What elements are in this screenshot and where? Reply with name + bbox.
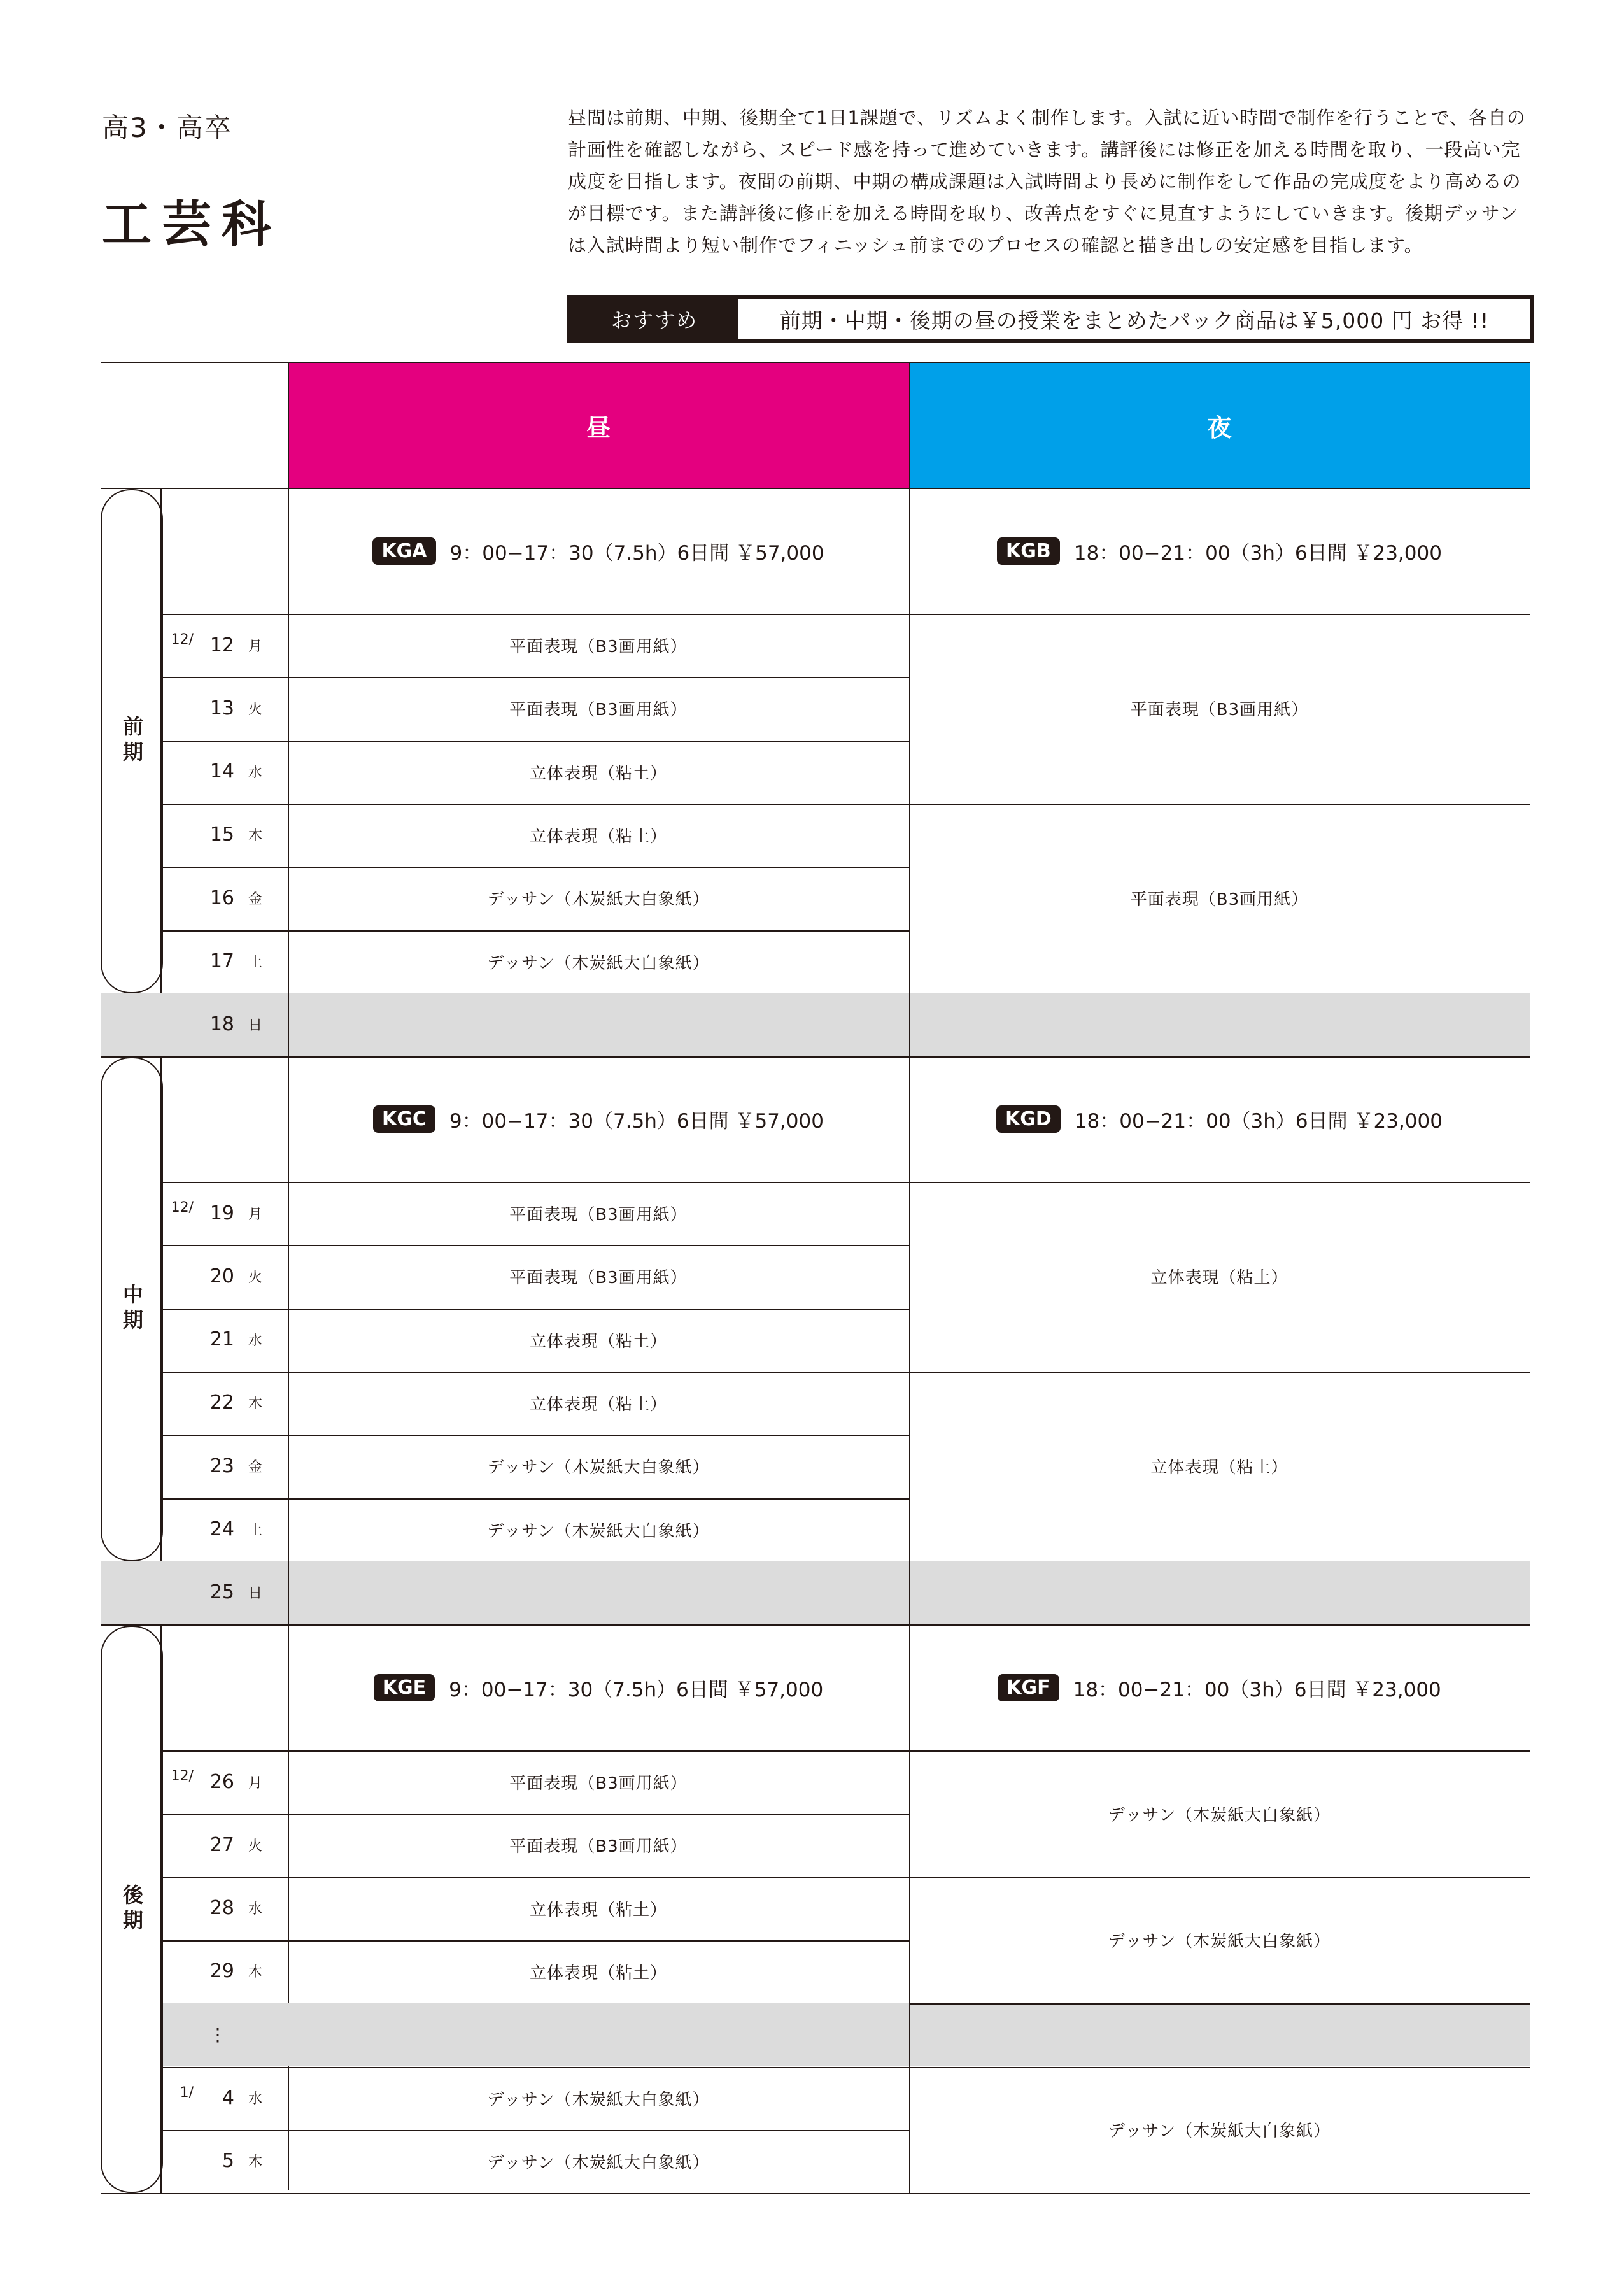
course-time-price: 9：00−17：30（7.5h）6日間 ￥57,000 — [449, 541, 824, 565]
date-weekday: 木 — [248, 1964, 262, 1981]
night-subject-cell: デッサン（木炭紙大白象紙） — [1108, 2122, 1331, 2141]
subject-cell: 立体表現（粘土） — [529, 1331, 667, 1351]
date-weekday: 木 — [248, 828, 262, 844]
date-cell — [160, 741, 288, 803]
date-weekday: 月 — [248, 1775, 262, 1791]
date-month: 12/ — [171, 632, 194, 648]
intro-text: 昼間は前期、中期、後期全て1日1課題で、リズムよく制作します。入試に近い時間で制作を行うことで、各自の計画性を確認しながら、スピード感を持って進めていきます。講評後には修正を加える時間を取り、一段高い完成度を目指します。夜間の前期、中期の構成課題は入試時間より長めに制作をして作品の完成度をより高めるのが目標です。また講評後に修正を加える時間を取り、改善点をすぐに見直すようにしていきます。後期デッサンは入試時間より短い制作でフィニッシュ前までのプロセスの確認と描き出しの安定感を目指します。 — [568, 107, 1526, 256]
subject-cell: 平面表現（B3画用紙） — [509, 700, 688, 720]
course-code-badge: KGB — [997, 537, 1060, 565]
date-cell — [160, 2067, 288, 2129]
night-subject-cell: 立体表現（粘土） — [1150, 1268, 1289, 1288]
date-cell — [160, 2130, 288, 2192]
date-day: 28 — [209, 1897, 234, 1920]
date-weekday: 水 — [248, 1333, 262, 1349]
date-cell — [160, 614, 288, 676]
course-info — [288, 488, 909, 614]
night-subject-cell: デッサン（木炭紙大白象紙） — [1108, 1805, 1331, 1825]
row-divider — [101, 362, 1530, 363]
grade-label: 高3・高卒 — [102, 112, 232, 143]
date-weekday: 水 — [248, 765, 262, 781]
period-label-pill — [101, 1057, 163, 1561]
column-divider — [909, 1624, 910, 2193]
recommend-tag: おすすめ — [570, 299, 738, 339]
course-code-badge: KGC — [373, 1105, 435, 1133]
subject-cell: デッサン（木炭紙大白象紙） — [487, 890, 710, 910]
subject-cell: 平面表現（B3画用紙） — [509, 1837, 688, 1857]
date-weekday: 木 — [248, 1396, 262, 1412]
course-code-badge: KGE — [374, 1674, 435, 1701]
date-weekday: 火 — [248, 1269, 262, 1286]
night-subject-cell: 立体表現（粘土） — [1150, 1458, 1289, 1478]
subject-cell: デッサン（木炭紙大白象紙） — [487, 2090, 710, 2110]
column-divider — [288, 993, 289, 1056]
column-divider — [160, 1624, 162, 2193]
gap-row — [160, 2003, 1530, 2066]
date-day: 25 — [209, 1581, 234, 1604]
date-day: 5 — [222, 2150, 234, 2173]
subject-cell: 平面表現（B3画用紙） — [509, 1205, 688, 1225]
date-weekday: 月 — [248, 638, 262, 655]
course-info — [909, 1056, 1530, 1182]
date-weekday: 日 — [248, 1018, 262, 1034]
date-cell — [160, 1940, 288, 2003]
date-weekday: 水 — [248, 2091, 262, 2107]
period-label-pill — [101, 1626, 163, 2193]
date-day: 14 — [209, 760, 234, 783]
subject-cell: 平面表現（B3画用紙） — [509, 1268, 688, 1288]
date-cell — [160, 1182, 288, 1244]
subject-cell: デッサン（木炭紙大白象紙） — [487, 1458, 710, 1478]
course-info — [288, 1624, 909, 1750]
subject-cell: 立体表現（粘土） — [529, 1900, 667, 1920]
course-code-badge: KGA — [372, 537, 435, 565]
holiday-row — [101, 993, 1530, 1056]
course-info — [909, 488, 1530, 614]
course-time-price: 18：00−21：00（3h）6日間 ￥23,000 — [1073, 541, 1442, 565]
date-cell — [160, 804, 288, 866]
date-day: 20 — [209, 1265, 234, 1288]
period-label: 前期 — [120, 715, 144, 767]
column-divider — [160, 488, 162, 993]
date-cell — [160, 1309, 288, 1371]
date-weekday: 水 — [248, 1901, 262, 1918]
course-code-badge: KGF — [998, 1674, 1059, 1701]
date-cell — [160, 1435, 288, 1497]
date-weekday: 金 — [248, 891, 262, 907]
column-divider — [909, 362, 910, 488]
date-day: 18 — [209, 1013, 234, 1036]
date-day: 23 — [209, 1454, 234, 1477]
column-divider — [160, 1056, 162, 1561]
column-divider — [909, 1056, 910, 1561]
date-weekday: 火 — [248, 1838, 262, 1854]
period-label-pill — [101, 489, 163, 993]
course-time-price: 18：00−21：00（3h）6日間 ￥23,000 — [1073, 1678, 1441, 1701]
course-info — [288, 1056, 909, 1182]
column-divider — [909, 488, 910, 993]
date-cell — [160, 1372, 288, 1434]
date-cell — [160, 677, 288, 739]
page-title: 工芸科 — [102, 196, 282, 253]
date-weekday: 日 — [248, 1586, 262, 1602]
date-day: 13 — [209, 697, 234, 720]
column-divider — [909, 1561, 910, 1624]
subject-cell: 立体表現（粘土） — [529, 1964, 667, 1984]
date-cell — [160, 2003, 288, 2066]
night-subject-cell: 平面表現（B3画用紙） — [1130, 890, 1309, 910]
date-weekday: 土 — [248, 955, 262, 970]
date-day: 4 — [222, 2087, 234, 2109]
recommend-text: 前期・中期・後期の昼の授業をまとめたパック商品は￥5,000 円 お得 !! — [779, 308, 1490, 333]
column-divider — [288, 1561, 289, 1624]
date-weekday: 土 — [248, 1523, 262, 1538]
subject-cell: デッサン（木炭紙大白象紙） — [487, 1521, 710, 1541]
date-cell — [160, 930, 288, 993]
date-cell — [160, 1561, 288, 1624]
date-day: 12 — [209, 634, 234, 657]
date-month: 12/ — [171, 1768, 194, 1784]
subject-cell: デッサン（木炭紙大白象紙） — [487, 2153, 710, 2173]
date-weekday: 木 — [248, 2154, 262, 2171]
course-time-price: 9：00−17：30（7.5h）6日間 ￥57,000 — [449, 1109, 824, 1133]
night-subject-cell: デッサン（木炭紙大白象紙） — [1108, 1932, 1331, 1952]
course-code-badge: KGD — [996, 1105, 1061, 1133]
subject-cell: デッサン（木炭紙大白象紙） — [487, 953, 710, 973]
date-cell — [160, 993, 288, 1056]
row-divider — [101, 2193, 1530, 2194]
date-weekday: 火 — [248, 701, 262, 718]
subject-cell: 立体表現（粘土） — [529, 827, 667, 847]
date-day: 26 — [209, 1770, 234, 1793]
date-day: 17 — [209, 950, 234, 972]
date-day: 16 — [209, 886, 234, 909]
recommend-box — [567, 295, 1534, 343]
subject-cell: 立体表現（粘土） — [529, 1395, 667, 1415]
date-cell — [160, 1245, 288, 1307]
date-cell — [160, 867, 288, 929]
date-cell — [160, 1877, 288, 1940]
course-time-price: 18：00−21：00（3h）6日間 ￥23,000 — [1074, 1109, 1443, 1133]
period-label: 後期 — [120, 1884, 144, 1935]
course-info — [909, 1624, 1530, 1750]
column-divider — [909, 993, 910, 1056]
date-weekday: 月 — [248, 1206, 262, 1223]
date-cell — [160, 1750, 288, 1813]
subject-cell: 平面表現（B3画用紙） — [509, 637, 688, 657]
date-day: 22 — [209, 1391, 234, 1414]
subject-cell: 立体表現（粘土） — [529, 763, 667, 783]
column-header-day: 昼 — [288, 363, 909, 488]
column-header-night: 夜 — [909, 363, 1530, 488]
date-month: 1/ — [180, 2084, 194, 2101]
date-day: 21 — [209, 1328, 234, 1351]
holiday-row — [101, 1561, 1530, 1624]
date-day: 15 — [209, 823, 234, 846]
date-cell — [160, 1814, 288, 1876]
subject-cell: 平面表現（B3画用紙） — [509, 1774, 688, 1794]
date-gap: ⋮ — [209, 2024, 227, 2045]
date-weekday: 金 — [248, 1459, 262, 1475]
date-day: 29 — [209, 1960, 234, 1983]
date-month: 12/ — [171, 1200, 194, 1216]
course-time-price: 9：00−17：30（7.5h）6日間 ￥57,000 — [449, 1678, 824, 1701]
date-cell — [160, 1498, 288, 1561]
date-day: 27 — [209, 1833, 234, 1856]
date-day: 19 — [209, 1202, 234, 1225]
period-label: 中期 — [120, 1283, 144, 1335]
date-day: 24 — [209, 1518, 234, 1540]
night-subject-cell: 平面表現（B3画用紙） — [1130, 700, 1309, 720]
row-divider — [909, 2003, 1530, 2005]
